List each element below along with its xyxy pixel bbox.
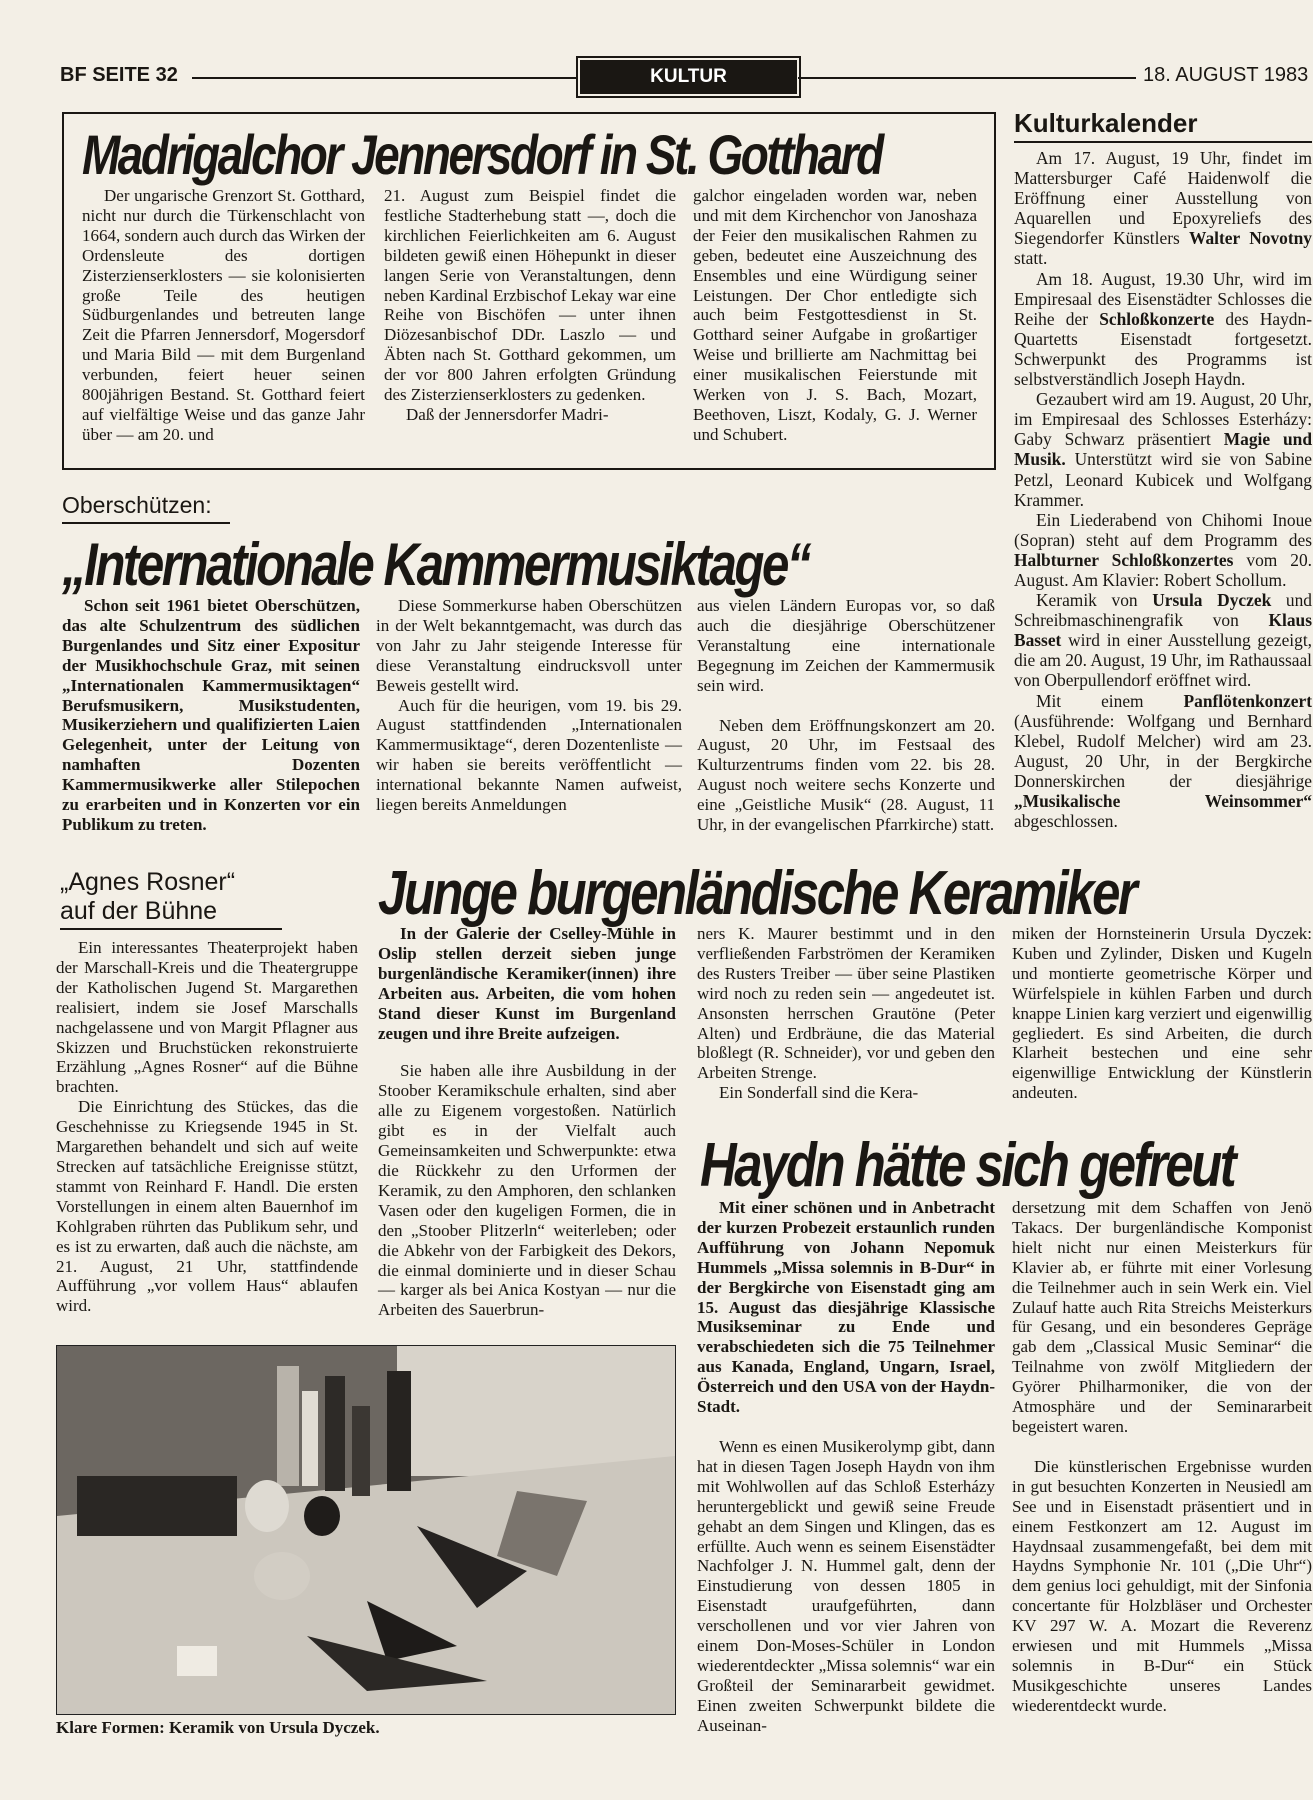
kalender-emph: Walter Novotny: [1189, 228, 1313, 249]
kammer-text-2: Auch für die heurigen, vom 19. bis 29. August stattfindenden „Internationalen Kammermusiktage“, deren Dozentenliste — wir haben sie bereits veröffentlicht — international bekannte Namen aufweist, liegen bereits Anmeldungen: [376, 695, 682, 815]
kalender-text: vom 20. August. Am Klavier: Robert Schollum.: [1014, 549, 1312, 590]
kalender-text: Gezaubert wird am 19. August, 20 Uhr, im Empiresaal des Schlosses Esterházy: Gaby Schwarz präsentiert: [1014, 389, 1312, 450]
header-rule-left: [192, 77, 577, 79]
kalender-item-2: [1014, 269, 1312, 390]
kalender-item-3: [1014, 389, 1312, 510]
madrigal-col-2: [384, 186, 676, 425]
kammer-text-1: Diese Sommerkurse haben Oberschützen in der Welt bekanntgemacht, was durch das von Jahr zu Jahr steigende Interesse für diese Veranstaltung eindrucksvoll unter Beweis gestellt wird.: [376, 596, 682, 695]
header-rule-right: [798, 77, 1136, 79]
page-number: BF SEITE 32: [60, 64, 178, 86]
kalender-title: Kulturkalender: [1014, 108, 1198, 138]
kalender-emph: Magie und Musik.: [1014, 429, 1312, 470]
kalender-body: [1014, 148, 1312, 831]
madrigal-col-3: [693, 186, 977, 445]
photo-caption: Klare Formen: Keramik von Ursula Dyczek.: [56, 1718, 380, 1737]
kalender-text: statt.: [1014, 248, 1048, 269]
kammer-headline: „Internationale Kammermusiktage“: [62, 531, 809, 598]
rosner-body: [56, 938, 358, 1316]
haydn-text-3: Die künstlerischen Ergebnisse wurden in gut besuchten Konzerten in Neusiedl am See und in Eisenstadt präsentiert und in einem Festkonzert am 12. August im Haydnsaal zusammengefaßt, bei dem mit Haydns Symphonie Nr. 101 („Die Uhr“) dem genius loci gehuldigt, mit der Sinfonia concertante für Holzbläser und Orchester KV 297 W. A. Mozart die Reverenz erwiesen und mit Hummels „Missa solemnis in B-Dur“ ein Stück Musikgeschichte unseres Landes wiederentdeckt wurde.: [1012, 1456, 1312, 1715]
keramik-text-2: ners K. Maurer bestimmt und in den verfließenden Farbströmen der Keramiken des Rusters Treiber — über seine Plastiken wird noch zu reden sein — angedeutet ist. Ansonsten herrschen Grautöne (Peter Alten) und Erdbräune, die das Material bloßlegt (R. Schneider), vor und geben den Arbeiten Strenge.: [697, 924, 995, 1083]
section-label: KULTUR: [580, 60, 797, 94]
kalender-text: und Schreibmaschinengrafik von: [1014, 590, 1312, 631]
kalender-text: Mit einem: [1036, 690, 1184, 711]
keramik-lead: In der Galerie der Cselley-Mühle in Oslip stellen derzeit sieben junge burgenländische Keramiker(innen) ihre Arbeiten aus. Arbeiten, die vom hohen Stand dieser Kunst im Burgenland zeugen und ihre Breite aufzeigen.: [378, 924, 676, 1043]
kalender-text: (Ausführende: Wolfgang und Bernhard Klebel, Rudolf Melcher) wird am 23. August, 20 Uhr, in der Bergkirche Donnerskirchen der diesjährige: [1014, 710, 1312, 791]
kalender-text: Am 17. August, 19 Uhr, findet im Mattersburger Café Haidenwolf die Eröffnung einer Ausstellung von Aquarellen und Epoxyreliefs des Siegendorfer Künstlers: [1014, 148, 1312, 249]
haydn-col-1: [697, 1198, 995, 1736]
keramik-text-1: Sie haben alle ihre Ausbildung in der Stoober Keramikschule erhalten, sind aber alle zu Eigenem vorgestoßen. Natürlich gibt es in der Vielfalt auch Gemeinsamkeiten und Schwerpunkte: etwa die Rückkehr zu den Urformen der Keramik, zu den Amphoren, den schlanken Vasen oder den kugeligen Formen, die in den „Stoober Plitzerln“ weiterleben; oder die Abkehr von der Farbigkeit des Dekors, die einmal dominierte und in dieser Schau — karger als bei Anica Kostyan — nur die Arbeiten des Sauerbrun-: [378, 1061, 676, 1320]
madrigal-col-1: [82, 186, 365, 445]
kalender-text: Keramik von: [1036, 590, 1153, 611]
issue-date: 18. AUGUST 1983: [1143, 64, 1309, 86]
kammer-text-4: Neben dem Eröffnungskonzert am 20. August, 20 Uhr, im Festsaal des Kulturzentrums finden vom 22. bis 28. August noch weitere sechs Konzerte und eine „Geistliche Musik“ (28. August, 11 Uhr, in der evangelischen Pfarrkirche) statt.: [697, 715, 995, 835]
madrigal-headline: Madrigalchor Jennersdorf in St. Gotthard: [82, 123, 882, 186]
kammer-col-3: [697, 596, 995, 835]
kalender-item-6: [1014, 691, 1312, 832]
rosner-headline: [60, 868, 235, 926]
rosner-rule: [60, 928, 282, 930]
kalender-emph: Halbturner Schloßkonzertes: [1014, 549, 1234, 570]
rosner-text-2: Die Einrichtung des Stückes, das die Geschehnisse zu Kriegsende 1945 in St. Margarethen behandelt und sich auf weite Strecken auf tatsächliche Ereignisse stützt, stammt von Reinhard F. Handl. Die ersten Vorstellungen in einem alten Bauernhof im Kohlgraben rührten das Publikum sehr, und es ist zu erwarten, daß auch die nächste, am 21. August, 21 Uhr, stattfindende Aufführung „vor vollem Haus“ ablaufen wird.: [56, 1097, 358, 1316]
ceramics-illustration: [57, 1346, 675, 1714]
keramik-text-4: miken der Hornsteinerin Ursula Dyczek: Kuben und Zylinder, Disken und Kugeln und montierte geometrische Körper und Würfelspiele in kühlen Farben und durch knappe Linien karg verziert und eigenwillig gegliedert. Es sind Arbeiten, die durch Klarheit bestechen und eine sehr eigenwillige Entwicklung der Künstlerin andeuten.: [1012, 924, 1312, 1103]
madrigal-text-1: Der ungarische Grenzort St. Gotthard, nicht nur durch die Türkenschlacht von 1664, sondern auch durch das Wirken der Ordensleute des dortigen Zisterzienserklosters — sie kolonisierten große Teile des heutigen Südburgenlandes und betreuten lange Zeit die Pfarren Jennersdorf, Mogersdorf und Maria Bild — mit dem Burgenland verbunden, feiert heuer seinen 800jährigen Bestand. St. Gotthard feiert auf vielfältige Weise und das ganze Jahr über — am 20. und: [82, 186, 365, 444]
rosner-title-line-1: „Agnes Rosner“: [60, 868, 236, 896]
kalender-emph: Schloßkonzerte: [1099, 308, 1215, 329]
kalender-emph: „Musikalische Weinsommer“: [1014, 791, 1312, 811]
kalender-item-4: [1014, 510, 1312, 590]
haydn-col-2: [1012, 1198, 1312, 1716]
rosner-title-line-2: auf der Bühne: [60, 897, 218, 925]
kammer-kicker: Oberschützen:: [62, 492, 212, 518]
kalender-emph: Panflötenkonzert: [1183, 690, 1312, 711]
kalender-emph: Ursula Dyczek: [1152, 590, 1272, 611]
kalender-text: Unterstützt wird sie von Sabine Petzl, Leonard Kubicek und Wolfgang Krammer.: [1014, 449, 1312, 510]
rosner-text-1: Ein interessantes Theaterprojekt haben der Marschall-Kreis und die Theatergruppe der Katholischen Jugend St. Margarethen realisiert, indem sie Josef Marschalls nachgelassene und von Margit Pflagner aus Skizzen und Bruchstücken rekonstruierte Erzählung „Agnes Rosner“ auf die Bühne brachten.: [56, 938, 358, 1097]
madrigal-text-4: galchor eingeladen worden war, neben und mit dem Kirchenchor von Janoshaza der Feier den musikalischen Rahmen zu geben, bedeutet eine Auszeichnung des Ensembles und eine Würdigung seiner Leistungen. Der Chor entledigte sich auch beim Festgottesdienst in St. Gotthard seiner Aufgabe in großartiger Weise und brillierte am Nachmittag bei einer musikalischen Feierstunde mit Werken von J. S. Bach, Mozart, Beethoven, Liszt, Kodaly, G. J. Werner und Schubert.: [693, 186, 977, 444]
kammer-text-3: aus vielen Ländern Europas vor, so daß auch die diesjährige Oberschützener Veranstaltung eine internationale Begegnung im Zeichen der Kammermusik sein wird.: [697, 596, 995, 695]
kammer-kicker-rule: [62, 522, 230, 524]
kalender-rule: [1014, 141, 1312, 143]
kammer-col-2: [376, 596, 682, 815]
kalender-item-1: [1014, 148, 1312, 269]
kalender-text: Ein Liederabend von Chihomi Inoue (Sopran) steht auf dem Programm des: [1014, 509, 1312, 550]
kammer-col-1: [62, 596, 360, 835]
haydn-text-1: Wenn es einen Musikerolymp gibt, dann hat in diesen Tagen Joseph Haydn von ihm mit Wohlwollen auf das Schloß Esterházy heruntergeblickt und gewiß seine Freude gehabt an dem Singen und Klingen, das es erfüllte. Auch wenn es seinem Eisenstädter Nachfolger J. N. Hummel galt, denn der Einstudierung von dessen 1805 in Eisenstadt uraufgeführten, dann verschollenen und vor vier Jahren von einem Don-Moses-Schüler in London wiederentdeckter „Missa solemnis“ war ein Großteil der Seminararbeit gewidmet. Einen zweiten Schwerpunkt bildete die Auseinan-: [697, 1436, 995, 1735]
keramik-col-3: [1012, 924, 1312, 1103]
kalender-item-5: [1014, 590, 1312, 690]
kalender-emph: Klaus Basset: [1014, 610, 1312, 651]
keramik-text-3: Ein Sonderfall sind die Kera-: [719, 1083, 919, 1103]
ceramics-photo: [56, 1345, 676, 1715]
haydn-text-2: dersetzung mit dem Schaffen von Jenö Takacs. Der burgenländische Komponist hielt nicht nur einen Meisterkurs für Klavier ab, er führte mit einer Vorlesung die Teilnehmer auch in sein Werk ein. Viel Zulauf hatte auch Rita Streichs Meisterkurs für Gesang, und ein besonderes Gepräge gab dem „Classical Music Seminar“ die Teilnahme von zwölf Mitgliedern der Györer Philharmoniker, die von der Atmosphäre und der Seminararbeit begeistert waren.: [1012, 1198, 1312, 1436]
keramik-col-2: [697, 924, 995, 1103]
haydn-headline: Haydn hätte sich gefreut: [700, 1131, 1235, 1200]
madrigal-text-3: Daß der Jennersdorfer Madri-: [406, 404, 609, 424]
keramik-headline: Junge burgenländische Keramiker: [378, 859, 1136, 928]
kalender-text: abgeschlossen.: [1014, 811, 1118, 832]
kalender-text: des Haydn-Quartetts Eisenstadt fortgesetzt. Schwerpunkt des Programms ist selbstverständlich Joseph Haydn.: [1014, 308, 1312, 390]
kalender-text: wird in einer Ausstellung gezeigt, die am 20. August, 19 Uhr, im Rathaussaal von Oberpullendorf eröffnet wird.: [1014, 630, 1312, 691]
keramik-col-1: [378, 924, 676, 1320]
madrigal-text-2: 21. August zum Beispiel findet die festliche Stadterhebung statt —, doch die kirchlichen Feierlichkeiten am 6. August bildeten gewiß einen Höhepunkt in dieser langen Serie von Veranstaltungen, denn neben Kardinal Erzbischof Lekay war eine Reihe von Bischöfen — unter ihnen Diözesanbischof DDr. Laszlo — und Äbten nach St. Gotthard gekommen, um der vor 800 Jahren erfolgten Gründung des Zisterzienserklosters zu gedenken.: [384, 186, 676, 405]
haydn-lead: Mit einer schönen und in Anbetracht der kurzen Probezeit erstaunlich runden Aufführung von Johann Nepomuk Hummels „Missa solemnis in B-Dur“ in der Bergkirche von Eisenstadt ging am 15. August das diesjährige Klassische Musikseminar zu Ende und verabschiedeten sich die 75 Teilnehmer aus Kanada, England, Ungarn, Israel, Österreich und den USA von der Haydn-Stadt.: [697, 1198, 995, 1417]
kammer-lead: Schon seit 1961 bietet Oberschützen, das alte Schulzentrum des südlichen Burgenlandes und Sitz einer Expositur der Musikhochschule Graz, mit seinen „Internationalen Kammermusiktagen“ Berufsmusikern, Musikstudenten, Musikerziehern und qualifizierten Laien Gelegenheit, unter der Leitung von namhaften Dozenten Kammermusikwerke aller Stilepochen zu erarbeiten und in Konzerten vor ein Publikum zu treten.: [62, 596, 360, 834]
kalender-text: Am 18. August, 19.30 Uhr, wird im Empiresaal des Eisenstädter Schlosses die Reihe der: [1014, 268, 1312, 329]
